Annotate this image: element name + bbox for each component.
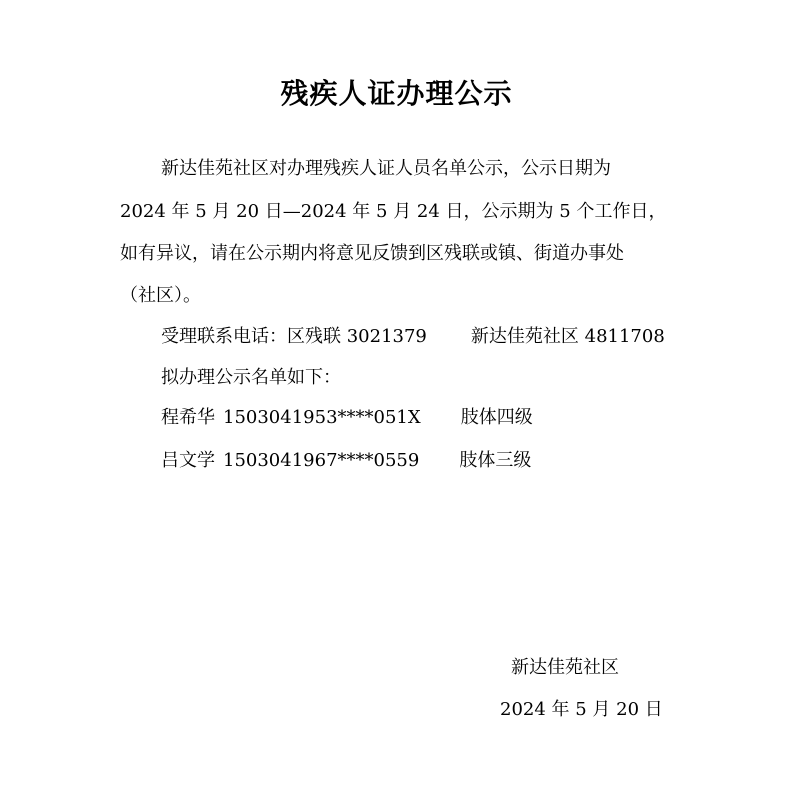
- applicant-disability: 肢体四级: [460, 407, 533, 428]
- applicant-row: [161, 449, 721, 473]
- applicant-id: 1503041967****0559: [223, 450, 420, 471]
- paragraph-line-3: 如有异议，请在公示期内将意见反馈到区残联或镇、街道办事处: [120, 243, 624, 264]
- signature-date: 2024 年 5 月 20 日: [500, 699, 663, 720]
- contact-line: [161, 325, 721, 349]
- applicant-disability: 肢体三级: [459, 450, 532, 471]
- page-title: 残疾人证办理公示: [280, 77, 513, 110]
- paragraph-line-1: 新达佳苑社区对办理残疾人证人员名单公示，公示日期为: [161, 158, 611, 179]
- list-intro: 拟办理公示名单如下：: [161, 367, 341, 388]
- paragraph-line-4: （社区）。: [120, 285, 201, 306]
- applicant-name: 程希华: [161, 407, 215, 428]
- paragraph-line-2: 2024 年 5 月 20 日—2024 年 5 月 24 日，公示期为 5 个工作日，: [120, 201, 667, 222]
- applicant-name: 吕文学: [161, 450, 215, 471]
- applicant-row: [161, 406, 721, 430]
- applicant-id: 1503041953****051X: [223, 407, 421, 428]
- contact-label: 受理联系电话：区残联 3021379: [161, 326, 427, 347]
- signature-organization: 新达佳苑社区: [511, 657, 619, 678]
- contact-community: 新达佳苑社区 4811708: [470, 326, 665, 347]
